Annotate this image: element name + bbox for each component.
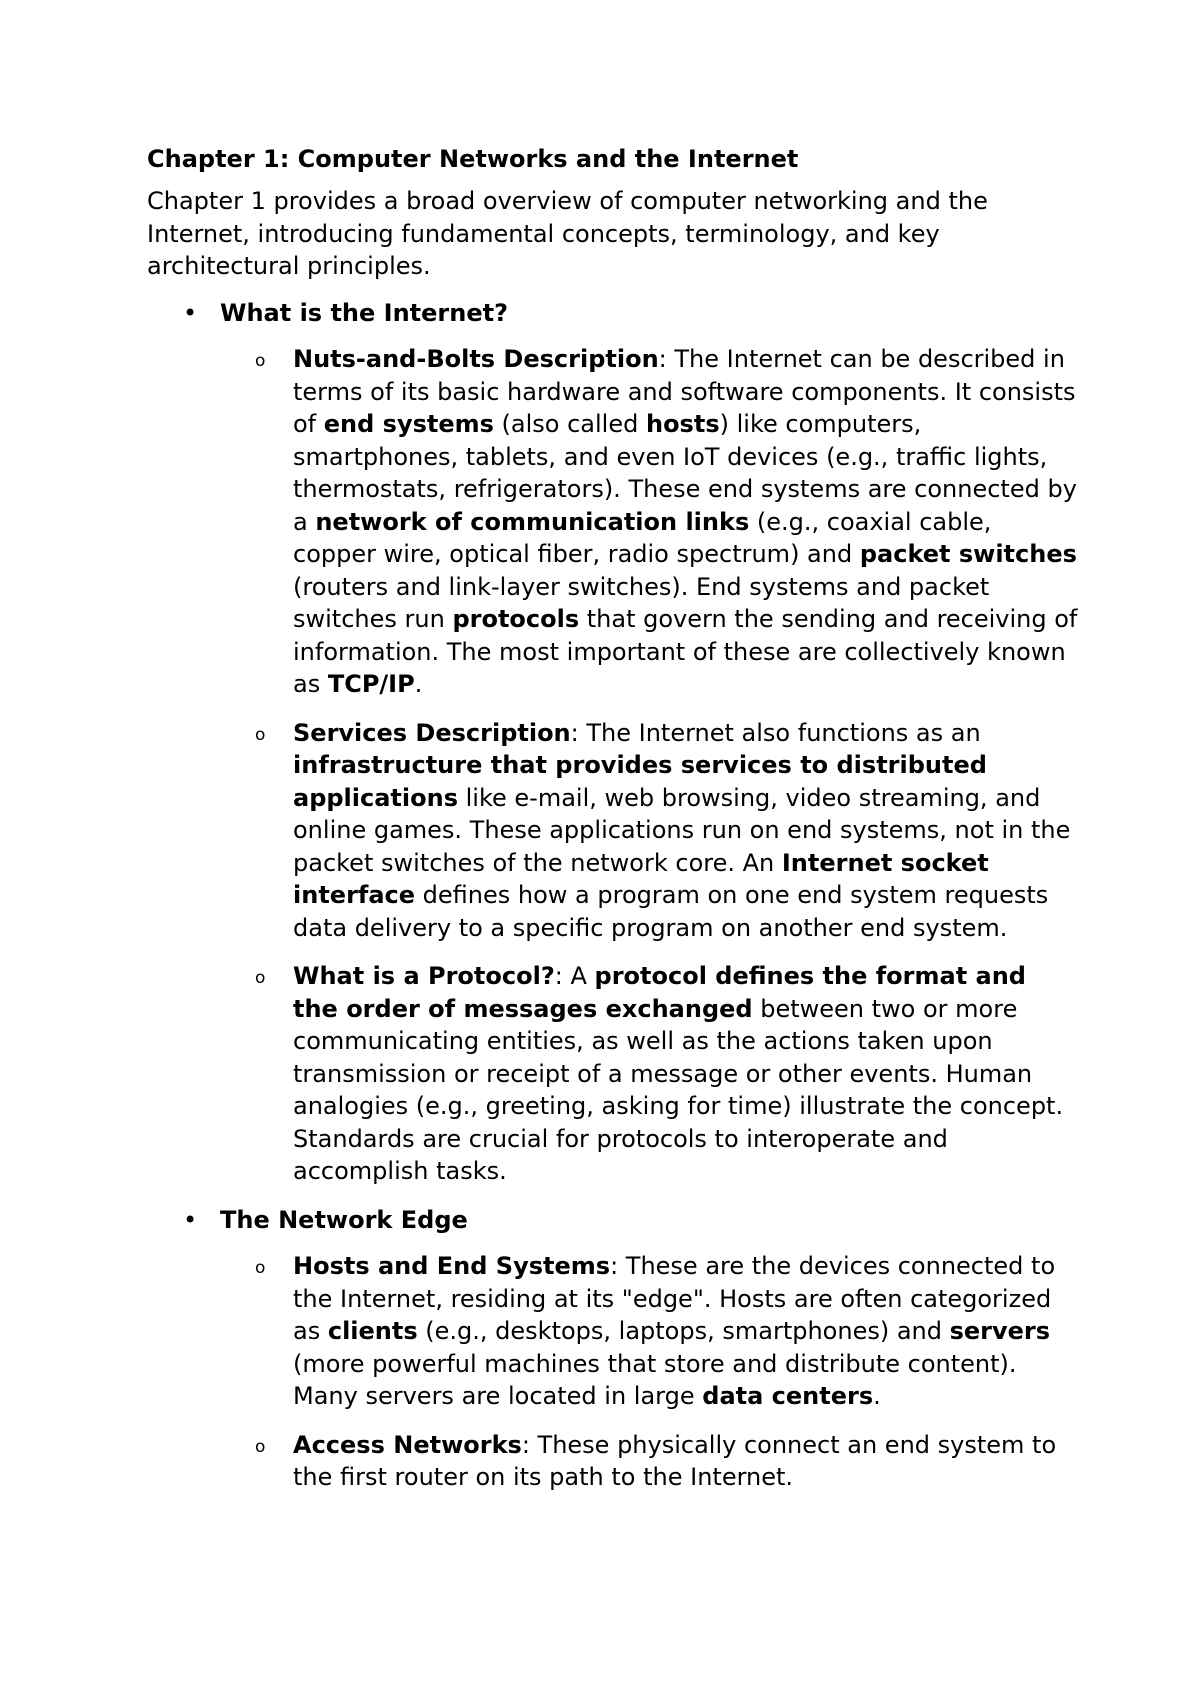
sub-bullet-icon: o bbox=[255, 968, 266, 988]
bullet-icon: • bbox=[183, 1205, 198, 1234]
bold-term: infrastructure that provides services to distributed applications bbox=[293, 751, 987, 812]
text-run: ) like computers, smartphones, tablets, and even IoT devices (e.g., traffic lights, thermostats, refrigerators). These end systems are connected by a bbox=[293, 410, 1077, 536]
item-text bbox=[293, 719, 1070, 942]
section-heading: The Network Edge bbox=[220, 1205, 468, 1234]
sub-bullet-icon: o bbox=[255, 1436, 266, 1457]
sub-bullet-icon: o bbox=[255, 351, 266, 371]
bullet-icon: • bbox=[183, 298, 198, 327]
text-run: . bbox=[873, 1382, 881, 1410]
bold-term: What is a Protocol? bbox=[293, 962, 555, 990]
intro-paragraph: Chapter 1 provides a broad overview of computer networking and the Internet, introducing fundamental concepts, terminology, and key architectural principles. bbox=[147, 187, 988, 280]
bold-term: Nuts-and-Bolts Description bbox=[293, 345, 659, 373]
bold-term: data centers bbox=[702, 1382, 874, 1410]
list-item bbox=[220, 717, 1078, 945]
bold-term: Services Description bbox=[293, 718, 571, 747]
bold-term: servers bbox=[949, 1317, 1051, 1345]
item-text bbox=[293, 1431, 1056, 1492]
text-run: (routers and link-layer switches). End systems and packet switches run bbox=[293, 572, 990, 633]
text-run: between two or more communicating entities, as well as the actions taken upon transmission or receipt of a message or other events. Human analogies (e.g., greeting, asking for time) illustrate the concept. Standards are crucial for protocols to interoperate and accomplish tasks. bbox=[293, 994, 1064, 1185]
list-item bbox=[220, 960, 1078, 1188]
item-text bbox=[293, 1252, 1055, 1410]
subsection-list bbox=[220, 1250, 1067, 1494]
bold-term: packet switches bbox=[859, 540, 1077, 568]
list-item bbox=[220, 1429, 1078, 1494]
text-run: : The Internet can be described in terms of its basic hardware and software components. It consists of bbox=[293, 345, 1076, 438]
text-run: . bbox=[414, 670, 423, 698]
bold-term: TCP/IP bbox=[327, 670, 415, 698]
bold-term: Hosts and End Systems bbox=[293, 1252, 611, 1280]
text-run: : These physically connect an end system to the first router on its path to the Internet. bbox=[293, 1430, 1057, 1491]
text-run: : A bbox=[554, 962, 595, 990]
text-run: that govern the sending and receiving of information. The most important of these are collectively known as bbox=[293, 605, 1078, 698]
bold-term: hosts bbox=[645, 410, 720, 438]
bold-term: clients bbox=[327, 1317, 418, 1345]
text-run: (also called bbox=[493, 410, 646, 438]
bold-term: Access Networks bbox=[293, 1430, 522, 1459]
bold-term: Internet socket interface bbox=[293, 848, 989, 909]
section-item bbox=[147, 297, 1078, 1188]
section-list bbox=[147, 297, 1078, 1494]
sub-bullet-icon: o bbox=[255, 1258, 266, 1278]
text-run: : These are the devices connected to the Internet, residing at its "edge". Hosts are often categorized as bbox=[293, 1252, 1056, 1345]
bold-term: protocols bbox=[452, 605, 580, 633]
document-page bbox=[147, 141, 1078, 1510]
bold-term: protocol defines the format and the order of messages exchanged bbox=[293, 962, 1026, 1023]
list-item bbox=[220, 343, 1078, 701]
text-run: like e-mail, web browsing, video streaming, and online games. These applications run on end systems, not in the packet switches of the network core. An bbox=[293, 783, 1071, 877]
chapter-title: Chapter 1: Computer Networks and the Internet bbox=[147, 145, 799, 173]
sub-bullet-icon: o bbox=[255, 724, 266, 745]
text-run: (more powerful machines that store and distribute content). Many servers are located in large bbox=[293, 1349, 1017, 1410]
text-run: (e.g., desktops, laptops, smartphones) and bbox=[417, 1317, 950, 1345]
subsection-list bbox=[220, 343, 1078, 1188]
text-run: (e.g., coaxial cable, copper wire, optical fiber, radio spectrum) and bbox=[293, 507, 992, 568]
text-run: defines how a program on one end system requests data delivery to a specific program on another end system. bbox=[293, 881, 1049, 942]
text-run: : The Internet also functions as an bbox=[570, 718, 981, 747]
section-item bbox=[147, 1204, 1067, 1494]
section-heading: What is the Internet? bbox=[220, 298, 508, 327]
bold-term: network of communication links bbox=[315, 507, 750, 536]
list-item bbox=[220, 1250, 1078, 1413]
bold-term: end systems bbox=[323, 410, 494, 438]
item-text bbox=[293, 962, 1063, 1185]
item-text bbox=[293, 345, 1077, 698]
